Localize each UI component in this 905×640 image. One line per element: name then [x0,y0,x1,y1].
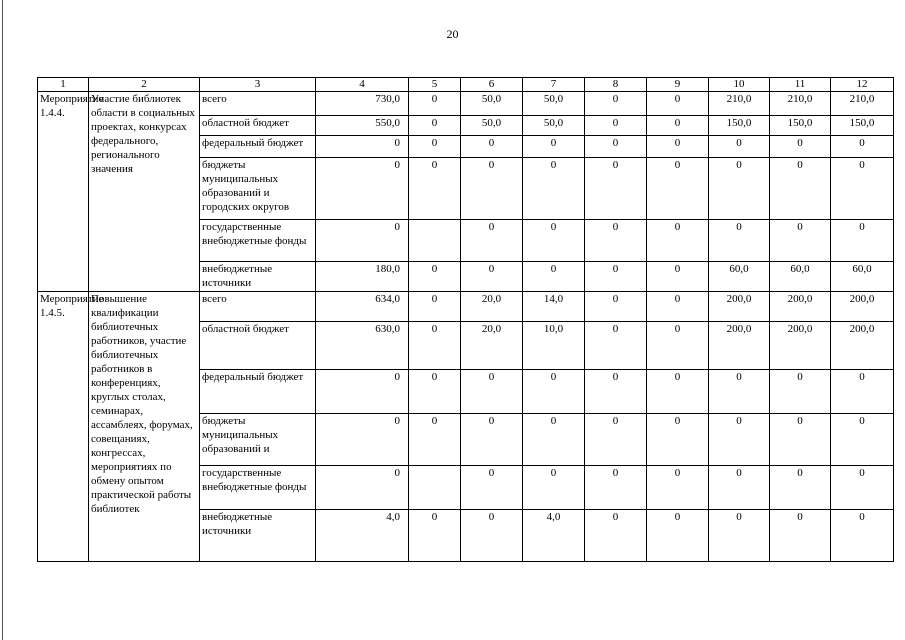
funding-source: внебюджетные источники [200,510,316,562]
value-cell: 0 [409,158,461,220]
value-cell: 0 [523,414,585,466]
event-description: Участие библиотек области в социальных проектах, конкурсах федерального, регионального значения [89,92,200,292]
value-cell: 0 [585,158,647,220]
value-cell: 0 [585,262,647,292]
value-cell: 0 [585,466,647,510]
value-cell: 0 [585,414,647,466]
value-cell: 210,0 [709,92,770,116]
value-cell: 634,0 [316,292,409,322]
value-cell: 0 [770,136,831,158]
value-cell: 0 [409,116,461,136]
event-code: Мероприятие 1.4.4. [38,92,89,292]
value-cell: 0 [409,322,461,370]
header-cell: 2 [89,78,200,92]
header-cell: 6 [461,78,523,92]
value-cell: 0 [770,370,831,414]
value-cell: 200,0 [709,292,770,322]
value-cell: 150,0 [770,116,831,136]
header-cell: 12 [831,78,894,92]
value-cell: 0 [647,92,709,116]
value-cell: 0 [647,292,709,322]
value-cell: 0 [461,370,523,414]
value-cell: 0 [770,414,831,466]
value-cell: 0 [709,510,770,562]
funding-source: всего [200,292,316,322]
value-cell: 730,0 [316,92,409,116]
value-cell: 0 [647,370,709,414]
value-cell: 0 [585,292,647,322]
value-cell: 0 [585,370,647,414]
value-cell: 0 [831,370,894,414]
header-cell: 4 [316,78,409,92]
value-cell: 0 [647,322,709,370]
header-cell: 8 [585,78,647,92]
value-cell: 0 [409,510,461,562]
value-cell: 50,0 [523,92,585,116]
value-cell: 200,0 [831,292,894,322]
value-cell: 0 [831,136,894,158]
table-row [38,292,894,322]
value-cell: 0 [709,370,770,414]
value-cell: 20,0 [461,322,523,370]
value-cell: 150,0 [709,116,770,136]
value-cell: 0 [461,220,523,262]
value-cell: 0 [461,262,523,292]
value-cell: 0 [409,292,461,322]
page-number: 20 [446,27,459,41]
value-cell: 0 [585,510,647,562]
value-cell: 4,0 [523,510,585,562]
value-cell: 0 [316,414,409,466]
value-cell: 0 [461,136,523,158]
value-cell: 0 [647,414,709,466]
value-cell: 0 [409,136,461,158]
header-cell: 11 [770,78,831,92]
funding-source: государственные внебюджетные фонды [200,466,316,510]
value-cell: 200,0 [770,292,831,322]
value-cell: 0 [709,158,770,220]
value-cell: 0 [523,466,585,510]
value-cell: 0 [409,262,461,292]
header-cell: 5 [409,78,461,92]
value-cell: 0 [585,322,647,370]
value-cell: 210,0 [831,92,894,116]
value-cell: 0 [770,510,831,562]
value-cell: 0 [461,158,523,220]
value-cell: 0 [409,370,461,414]
value-cell: 0 [709,414,770,466]
header-cell: 3 [200,78,316,92]
value-cell: 0 [316,136,409,158]
value-cell: 200,0 [709,322,770,370]
value-cell: 0 [770,220,831,262]
header-row [38,78,894,92]
value-cell: 150,0 [831,116,894,136]
value-cell: 200,0 [831,322,894,370]
funding-source: бюджеты муниципальных образований и [200,414,316,466]
value-cell: 60,0 [831,262,894,292]
event-code: Мероприятие 1.4.5. [38,292,89,562]
value-cell: 180,0 [316,262,409,292]
value-cell: 20,0 [461,292,523,322]
value-cell: 0 [770,466,831,510]
value-cell: 0 [409,414,461,466]
value-cell: 0 [316,158,409,220]
value-cell: 0 [831,220,894,262]
value-cell: 0 [647,510,709,562]
table-row [38,92,894,116]
header-cell: 10 [709,78,770,92]
value-cell [409,220,461,262]
value-cell: 0 [316,370,409,414]
funding-source: федеральный бюджет [200,370,316,414]
funding-source: государственные внебюджетные фонды [200,220,316,262]
funding-source: областной бюджет [200,322,316,370]
value-cell: 0 [709,220,770,262]
value-cell: 0 [585,92,647,116]
value-cell: 50,0 [461,92,523,116]
table-body [38,78,894,562]
value-cell: 0 [523,220,585,262]
value-cell: 0 [316,220,409,262]
value-cell: 0 [770,158,831,220]
event-description: Повышение квалификации библиотечных работников, участие библиотечных работников в конференциях, круглых столах, семинарах, ассамблеях, форумах, совещаниях, конгрессах, мероприятиях по обмену опытом практической работы библиотек [89,292,200,562]
value-cell [409,466,461,510]
value-cell: 210,0 [770,92,831,116]
value-cell: 0 [647,158,709,220]
value-cell: 0 [831,466,894,510]
value-cell: 0 [831,510,894,562]
page-left-edge [2,0,3,640]
value-cell: 0 [585,220,647,262]
value-cell: 0 [831,414,894,466]
value-cell: 50,0 [523,116,585,136]
value-cell: 0 [461,414,523,466]
funding-source: федеральный бюджет [200,136,316,158]
value-cell: 200,0 [770,322,831,370]
value-cell: 10,0 [523,322,585,370]
value-cell: 0 [647,136,709,158]
header-cell: 1 [38,78,89,92]
value-cell: 0 [585,136,647,158]
value-cell: 0 [523,136,585,158]
value-cell: 0 [585,116,647,136]
value-cell: 0 [647,220,709,262]
value-cell: 0 [709,136,770,158]
budget-table [37,77,894,562]
value-cell: 0 [523,262,585,292]
funding-source: внебюджетные источники [200,262,316,292]
value-cell: 0 [316,466,409,510]
value-cell: 60,0 [709,262,770,292]
header-cell: 7 [523,78,585,92]
value-cell: 4,0 [316,510,409,562]
funding-source: всего [200,92,316,116]
value-cell: 0 [461,466,523,510]
funding-source: областной бюджет [200,116,316,136]
value-cell: 0 [523,158,585,220]
value-cell: 0 [831,158,894,220]
value-cell: 50,0 [461,116,523,136]
value-cell: 0 [709,466,770,510]
value-cell: 0 [461,510,523,562]
value-cell: 0 [409,92,461,116]
value-cell: 0 [523,370,585,414]
value-cell: 14,0 [523,292,585,322]
value-cell: 0 [647,116,709,136]
funding-source: бюджеты муниципальных образований и городских округов [200,158,316,220]
value-cell: 630,0 [316,322,409,370]
header-cell: 9 [647,78,709,92]
value-cell: 0 [647,466,709,510]
value-cell: 550,0 [316,116,409,136]
value-cell: 0 [647,262,709,292]
value-cell: 60,0 [770,262,831,292]
